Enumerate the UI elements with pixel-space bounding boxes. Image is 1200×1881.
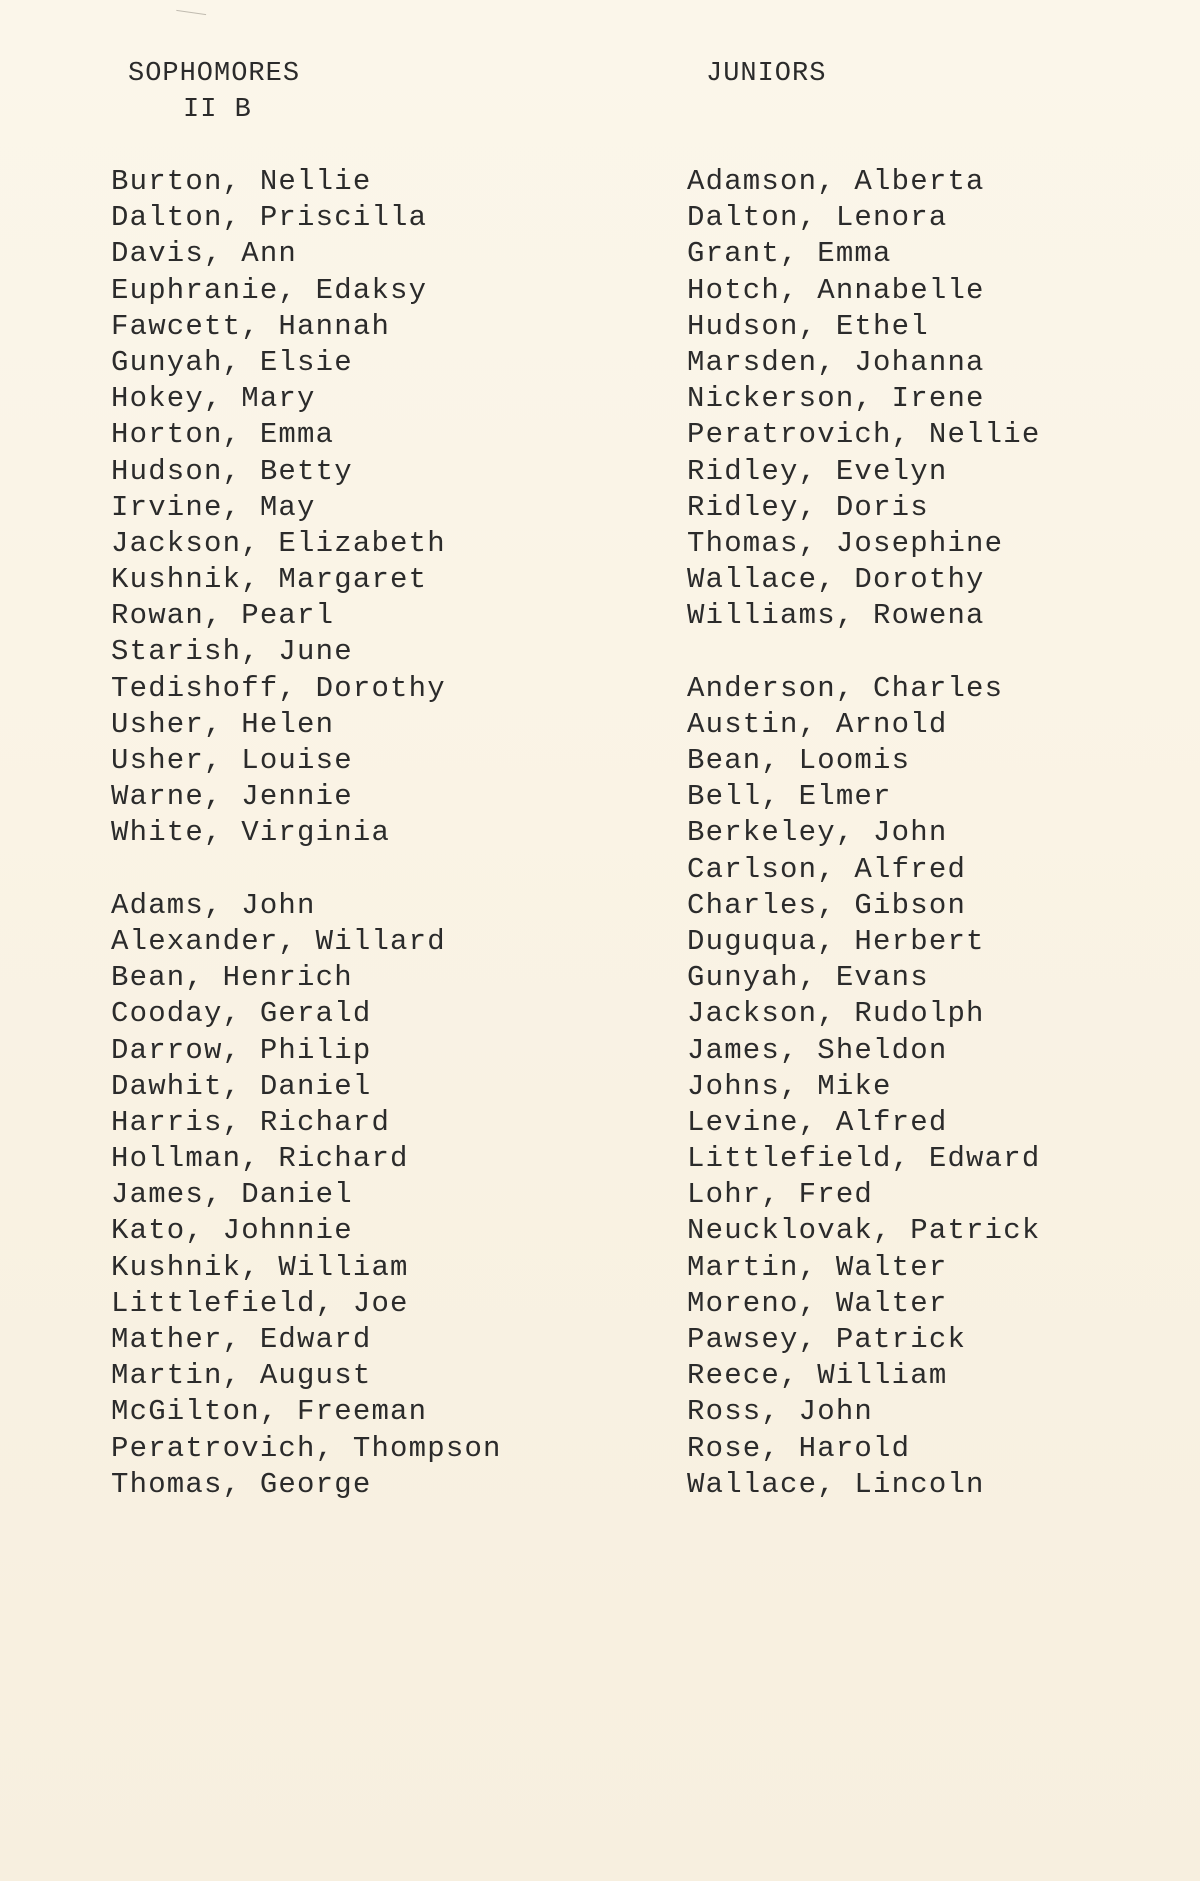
student-name: Johns, Mike [687,1069,892,1103]
student-name: Ross, John [687,1395,874,1429]
student-name: Hokey, Mary [111,382,316,416]
student-name: Hudson, Betty [111,454,353,488]
student-name: Usher, Helen [111,707,335,741]
sophomores-class-label: II B [183,95,252,125]
student-name: Hotch, Annabelle [687,273,985,307]
group-separator [687,634,1040,670]
student-name: Anderson, Charles [687,671,1004,705]
student-name: Jackson, Elizabeth [111,526,446,560]
student-name: Rowan, Pearl [111,599,335,633]
student-name: Irvine, May [111,490,316,524]
sophomores-name-list [111,164,502,1503]
student-name: Charles, Gibson [687,888,967,922]
student-name: Adamson, Alberta [687,165,985,198]
student-name: Lohr, Fred [687,1178,874,1212]
student-name: Warne, Jennie [111,780,353,814]
student-name: Ridley, Doris [687,490,929,524]
student-name: Kato, Johnnie [111,1214,353,1248]
student-name: Williams, Rowena [687,599,985,633]
student-name: Bell, Elmer [687,780,892,814]
student-name: Thomas, Josephine [687,526,1004,560]
student-name: Harris, Richard [111,1105,391,1139]
student-name: Reece, William [687,1359,948,1393]
student-name: Levine, Alfred [687,1105,948,1139]
student-name: Nickerson, Irene [687,382,985,416]
student-name: Hudson, Ethel [687,309,929,343]
student-name: Pawsey, Patrick [687,1323,967,1356]
student-name: Mather, Edward [111,1323,372,1356]
student-name: Dawhit, Daniel [111,1069,372,1103]
student-name: Burton, Nellie [111,165,372,198]
student-name: Austin, Arnold [687,707,948,741]
student-name: Berkeley, John [687,816,948,850]
student-name: Adams, John [111,888,316,922]
student-name: James, Daniel [111,1178,353,1212]
student-name: Gunyah, Elsie [111,345,353,379]
student-name: Peratrovich, Nellie [687,418,1041,452]
student-name: Dalton, Priscilla [111,201,428,235]
student-name: Thomas, George [111,1467,372,1501]
student-name: Starish, June [111,635,353,669]
student-name: Littlefield, Joe [111,1286,409,1320]
student-name: Peratrovich, Thompson [111,1431,502,1465]
student-name: Rose, Harold [687,1431,911,1465]
student-name: Duguqua, Herbert [687,924,985,958]
student-name: Tedishoff, Dorothy [111,671,446,705]
student-name: Littlefield, Edward [687,1142,1041,1176]
juniors-heading: JUNIORS [706,59,827,89]
student-name: Kushnik, Margaret [111,563,428,597]
group-separator [111,852,502,888]
student-name: Grant, Emma [687,237,892,271]
student-name: McGilton, Freeman [111,1395,428,1429]
student-name: Neucklovak, Patrick [687,1214,1041,1248]
student-name: Jackson, Rudolph [687,997,985,1031]
student-name: Ridley, Evelyn [687,454,948,488]
student-name: James, Sheldon [687,1033,948,1067]
student-name: Gunyah, Evans [687,961,929,995]
student-name: Bean, Henrich [111,961,353,995]
student-name: Martin, August [111,1359,372,1393]
student-name: Dalton, Lenora [687,201,948,235]
student-name: Kushnik, William [111,1250,409,1284]
student-name: Wallace, Dorothy [687,563,985,597]
student-name: Bean, Loomis [687,744,911,777]
student-name: Marsden, Johanna [687,345,985,379]
student-name: Usher, Louise [111,744,353,777]
student-name: Cooday, Gerald [111,997,372,1031]
juniors-name-list [687,164,1040,1503]
student-name: Darrow, Philip [111,1033,372,1067]
student-name: Alexander, Willard [111,924,446,958]
student-name: White, Virginia [111,816,391,850]
student-name: Wallace, Lincoln [687,1467,985,1501]
sophomores-heading: SOPHOMORES [128,59,301,89]
student-name: Martin, Walter [687,1250,948,1284]
student-name: Fawcett, Hannah [111,309,391,343]
student-name: Davis, Ann [111,237,298,271]
stray-pen-mark [176,10,206,18]
student-name: Hollman, Richard [111,1142,409,1176]
student-name: Euphranie, Edaksy [111,273,428,307]
student-name: Carlson, Alfred [687,852,967,886]
student-name: Moreno, Walter [687,1286,948,1320]
student-name: Horton, Emma [111,418,335,452]
